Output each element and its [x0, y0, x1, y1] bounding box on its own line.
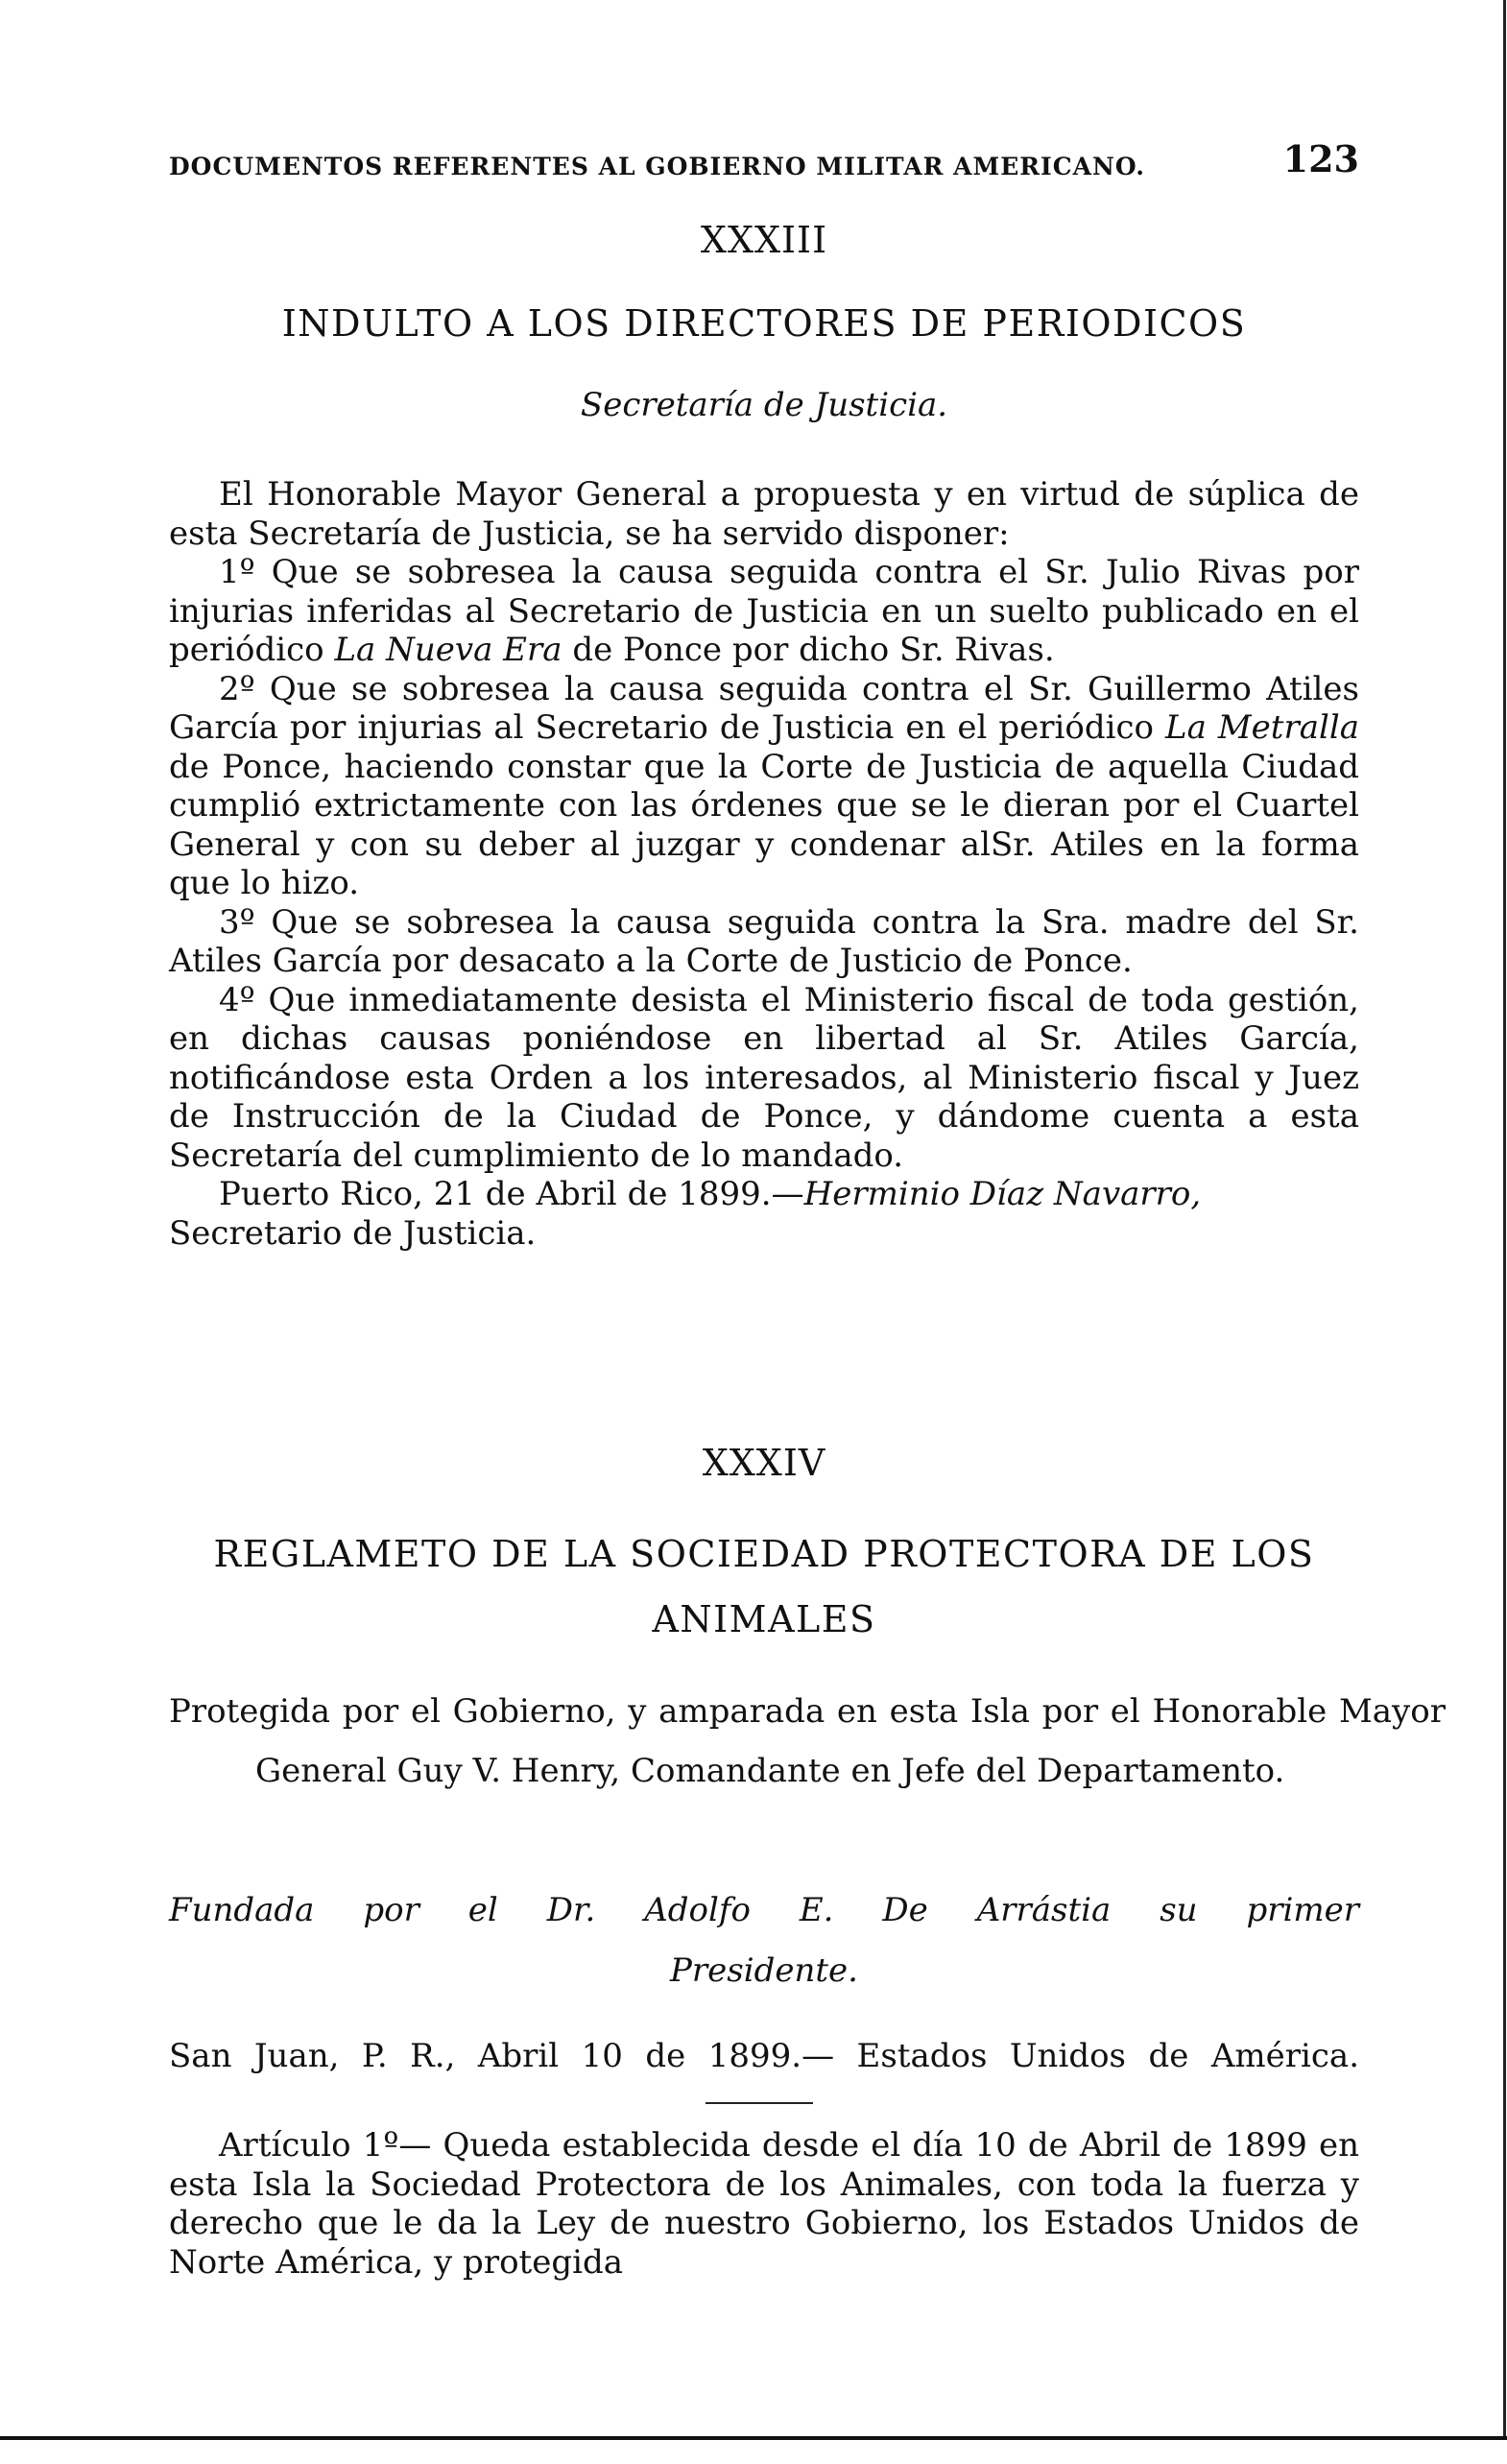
- item-2-text-b: de Ponce, haciendo constar que la Corte de Justicia de aquella Ciudad cumplió extrictamente con las órdenes que se le dieran por el Cuartel General y con su deber al juzgar y condenar alSr. Atiles en la forma que lo hizo.: [169, 747, 1359, 902]
- item-4: 4º Que inmediatamente desista el Ministerio fiscal de toda gestión, en dichas causas poniéndose en libertad al Sr. Atiles García, notificándose esta Orden a los interesados, al Ministerio fiscal y Juez de Instrucción de la Ciudad de Ponce, y dándome cuenta a esta Secretaría del cumplimiento de lo mandado.: [169, 980, 1359, 1175]
- section-33-subtitle: Secretaría de Justicia.: [580, 386, 948, 424]
- founded-line-1: Fundada por el Dr. Adolfo E. De Arrástia su primer: [169, 1891, 1359, 1929]
- item-2-text-a: 2º Que se sobresea la causa seguida contra el Sr. Guillermo Atiles García por injurias al Secretario de Justicia en el periódico: [169, 669, 1359, 747]
- page-edge-right: [1503, 0, 1506, 2440]
- section-33-number: XXXIII: [700, 219, 828, 261]
- article-1-text: Artículo 1º— Queda establecida desde el día 10 de Abril de 1899 en esta Isla la Sociedad Protectora de los Animales, con toda la fuerza y derecho que le da la Ley de nuestro Gobierno, los Estados Unidos de Norte América, y protegida: [169, 2126, 1359, 2282]
- signer-title: Secretario de Justicia.: [169, 1213, 537, 1253]
- intro-paragraph: El Honorable Mayor General a propuesta y en virtud de súplica de esta Secretaría de Justicia, se ha servido disponer:: [169, 475, 1359, 553]
- newspaper-title-2: La Metralla: [1165, 708, 1359, 747]
- running-title: DOCUMENTOS REFERENTES AL GOBIERNO MILITAR AMERICANO.: [169, 153, 1145, 180]
- item-1: [169, 553, 1359, 670]
- item-2: [169, 670, 1359, 903]
- page-number: 123: [1282, 137, 1359, 180]
- article-1: [169, 2126, 1359, 2282]
- section-34-title-line-2: ANIMALES: [652, 1598, 876, 1640]
- signer-name: Herminio Díaz Navarro,: [803, 1175, 1202, 1213]
- section-34-number: XXXIV: [702, 1442, 826, 1484]
- page-edge-bottom: [0, 2436, 1507, 2440]
- section-34-title-line-1: REGLAMETO DE LA SOCIEDAD PROTECTORA DE LOS: [213, 1533, 1315, 1575]
- protection-statement: Protegida por el Gobierno, y amparada en esta Isla por el Honorable Mayor General Guy V. Henry, Comandante en Jefe del Departamento.: [169, 1692, 1446, 1790]
- page-header: [169, 132, 1359, 180]
- item-1-text-b: de Ponce por dicho Sr. Rivas.: [562, 631, 1055, 669]
- place-date-line: San Juan, P. R., Abril 10 de 1899.— Estados Unidos de América.: [169, 2037, 1359, 2075]
- separator-rule: [706, 2102, 813, 2104]
- closing-line: [169, 1175, 1359, 1214]
- item-1-text-a: 1º Que se sobresea la causa seguida contra el Sr. Julio Rivas por injurias inferidas al Secretario de Justicia en un suelto publicado en el periódico: [169, 553, 1359, 669]
- item-3: 3º Que se sobresea la causa seguida contra la Sra. madre del Sr. Atiles García por desacato a la Corte de Justicio de Ponce.: [169, 902, 1359, 980]
- section-33-title: INDULTO A LOS DIRECTORES DE PERIODICOS: [281, 302, 1247, 345]
- section-33-body: [169, 475, 1359, 1253]
- founded-line-2: Presidente.: [670, 1951, 858, 1990]
- newspaper-title-1: La Nueva Era: [334, 631, 562, 669]
- closing-place-date: Puerto Rico, 21 de Abril de 1899.—: [219, 1175, 804, 1213]
